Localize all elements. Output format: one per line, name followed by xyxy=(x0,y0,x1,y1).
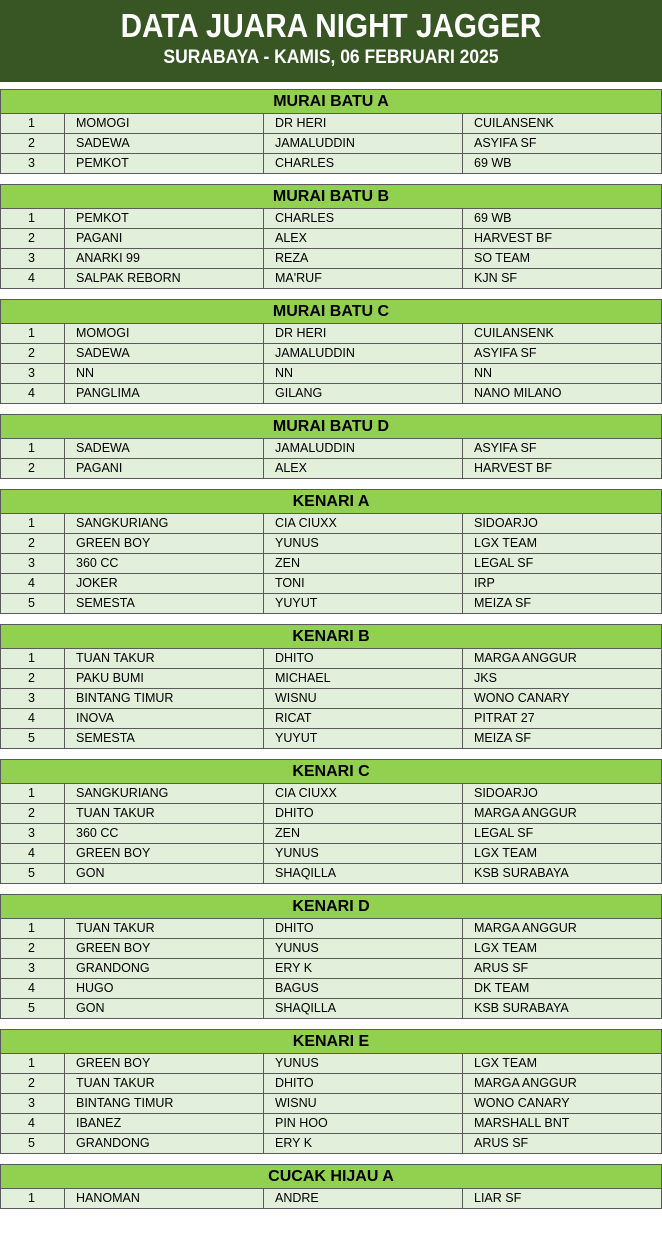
bird-name-cell: SADEWA xyxy=(65,439,264,458)
team-cell: SIDOARJO xyxy=(474,516,538,530)
table-row xyxy=(1,249,661,269)
team-cell: 69 WB xyxy=(474,156,512,170)
owner-cell: MICHAEL xyxy=(264,669,463,688)
rank-cell: 5 xyxy=(1,729,65,748)
rank-cell: 1 xyxy=(1,114,65,133)
team-cell: WONO CANARY xyxy=(474,691,570,705)
rank-cell: 3 xyxy=(1,154,65,173)
team-cell: LGX TEAM xyxy=(474,1056,537,1070)
section-title: KENARI C xyxy=(1,760,661,784)
table-row xyxy=(1,729,661,749)
table-row xyxy=(1,269,661,289)
table-row xyxy=(1,689,661,709)
rank-cell: 4 xyxy=(1,844,65,863)
table-row xyxy=(1,459,661,479)
rank-cell: 5 xyxy=(1,1134,65,1153)
bird-name-cell: GREEN BOY xyxy=(65,844,264,863)
team-cell: HARVEST BF xyxy=(474,231,553,245)
owner-cell: JAMALUDDIN xyxy=(264,344,463,363)
table-row xyxy=(1,554,661,574)
bird-name-cell: 360 CC xyxy=(65,824,264,843)
table-row xyxy=(1,324,661,344)
table-row xyxy=(1,344,661,364)
rank-cell: 1 xyxy=(1,439,65,458)
team-cell: LGX TEAM xyxy=(474,846,537,860)
owner-cell: ALEX xyxy=(264,459,463,478)
team-cell: IRP xyxy=(474,576,495,590)
owner-cell: DHITO xyxy=(264,919,463,938)
bird-name-cell: SANGKURIANG xyxy=(65,514,264,533)
rank-cell: 3 xyxy=(1,824,65,843)
owner-cell: DHITO xyxy=(264,804,463,823)
result-section xyxy=(0,299,662,404)
table-row xyxy=(1,919,661,939)
team-cell: WONO CANARY xyxy=(474,1096,570,1110)
bird-name-cell: PAKU BUMI xyxy=(65,669,264,688)
bird-name-cell: HANOMAN xyxy=(65,1189,264,1208)
table-row xyxy=(1,1074,661,1094)
rank-cell: 2 xyxy=(1,534,65,553)
team-cell: HARVEST BF xyxy=(474,461,553,475)
table-row xyxy=(1,999,661,1019)
rank-cell: 2 xyxy=(1,669,65,688)
team-cell: NANO MILANO xyxy=(474,386,562,400)
results-sections xyxy=(0,89,662,1219)
bird-name-cell: GREEN BOY xyxy=(65,534,264,553)
bird-name-cell: TUAN TAKUR xyxy=(65,1074,264,1093)
section-title: MURAI BATU C xyxy=(1,300,661,324)
owner-cell: CIA CIUXX xyxy=(264,784,463,803)
bird-name-cell: PAGANI xyxy=(65,229,264,248)
owner-cell: PIN HOO xyxy=(264,1114,463,1133)
rank-cell: 1 xyxy=(1,209,65,228)
bird-name-cell: JOKER xyxy=(65,574,264,593)
bird-name-cell: PANGLIMA xyxy=(65,384,264,403)
owner-cell: ERY K xyxy=(264,959,463,978)
owner-cell: DHITO xyxy=(264,1074,463,1093)
rank-cell: 4 xyxy=(1,384,65,403)
owner-cell: NN xyxy=(264,364,463,383)
result-section xyxy=(0,624,662,749)
table-row xyxy=(1,229,661,249)
result-section xyxy=(0,414,662,479)
team-cell: CUILANSENK xyxy=(474,326,554,340)
team-cell: ARUS SF xyxy=(474,961,529,975)
team-cell: MARGA ANGGUR xyxy=(474,1076,577,1090)
rank-cell: 5 xyxy=(1,594,65,613)
owner-cell: BAGUS xyxy=(264,979,463,998)
bird-name-cell: PAGANI xyxy=(65,459,264,478)
bird-name-cell: TUAN TAKUR xyxy=(65,804,264,823)
owner-cell: JAMALUDDIN xyxy=(264,134,463,153)
rank-cell: 1 xyxy=(1,784,65,803)
table-row xyxy=(1,134,661,154)
bird-name-cell: IBANEZ xyxy=(65,1114,264,1133)
team-cell: DK TEAM xyxy=(474,981,530,995)
rank-cell: 4 xyxy=(1,574,65,593)
owner-cell: YUNUS xyxy=(264,534,463,553)
rank-cell: 4 xyxy=(1,709,65,728)
team-cell: PITRAT 27 xyxy=(474,711,535,725)
bird-name-cell: MOMOGI xyxy=(65,114,264,133)
rank-cell: 3 xyxy=(1,1094,65,1113)
owner-cell: YUNUS xyxy=(264,939,463,958)
section-title: KENARI D xyxy=(1,895,661,919)
section-title: MURAI BATU A xyxy=(1,90,661,114)
owner-cell: REZA xyxy=(264,249,463,268)
owner-cell: ERY K xyxy=(264,1134,463,1153)
table-row xyxy=(1,669,661,689)
owner-cell: WISNU xyxy=(264,689,463,708)
bird-name-cell: GRANDONG xyxy=(65,1134,264,1153)
table-row xyxy=(1,784,661,804)
owner-cell: YUYUT xyxy=(264,594,463,613)
table-row xyxy=(1,209,661,229)
team-cell: KSB SURABAYA xyxy=(474,866,569,880)
bird-name-cell: NN xyxy=(65,364,264,383)
result-section xyxy=(0,489,662,614)
team-cell: ARUS SF xyxy=(474,1136,529,1150)
team-cell: CUILANSENK xyxy=(474,116,554,130)
result-section xyxy=(0,89,662,174)
table-row xyxy=(1,1114,661,1134)
rank-cell: 1 xyxy=(1,1054,65,1073)
rank-cell: 3 xyxy=(1,249,65,268)
bird-name-cell: GON xyxy=(65,999,264,1018)
team-cell: MEIZA SF xyxy=(474,731,531,745)
owner-cell: RICAT xyxy=(264,709,463,728)
owner-cell: ALEX xyxy=(264,229,463,248)
table-row xyxy=(1,364,661,384)
owner-cell: ANDRE xyxy=(264,1189,463,1208)
section-title: KENARI A xyxy=(1,490,661,514)
team-cell: KJN SF xyxy=(474,271,518,285)
bird-name-cell: SADEWA xyxy=(65,134,264,153)
table-row xyxy=(1,384,661,404)
team-cell: ASYIFA SF xyxy=(474,346,537,360)
owner-cell: TONI xyxy=(264,574,463,593)
owner-cell: SHAQILLA xyxy=(264,864,463,883)
team-cell: SO TEAM xyxy=(474,251,531,265)
team-cell: LGX TEAM xyxy=(474,536,537,550)
rank-cell: 3 xyxy=(1,959,65,978)
table-row xyxy=(1,439,661,459)
bird-name-cell: TUAN TAKUR xyxy=(65,649,264,668)
rank-cell: 1 xyxy=(1,514,65,533)
bird-name-cell: SEMESTA xyxy=(65,594,264,613)
team-cell: LEGAL SF xyxy=(474,556,534,570)
bird-name-cell: GRANDONG xyxy=(65,959,264,978)
rank-cell: 5 xyxy=(1,999,65,1018)
team-cell: ASYIFA SF xyxy=(474,136,537,150)
team-cell: MARGA ANGGUR xyxy=(474,806,577,820)
owner-cell: YUNUS xyxy=(264,1054,463,1073)
rank-cell: 1 xyxy=(1,919,65,938)
section-title: KENARI B xyxy=(1,625,661,649)
owner-cell: DR HERI xyxy=(264,114,463,133)
rank-cell: 1 xyxy=(1,1189,65,1208)
team-cell: KSB SURABAYA xyxy=(474,1001,569,1015)
table-row xyxy=(1,114,661,134)
rank-cell: 2 xyxy=(1,229,65,248)
team-cell: SIDOARJO xyxy=(474,786,538,800)
bird-name-cell: ANARKI 99 xyxy=(65,249,264,268)
rank-cell: 4 xyxy=(1,979,65,998)
bird-name-cell: MOMOGI xyxy=(65,324,264,343)
table-row xyxy=(1,804,661,824)
rank-cell: 3 xyxy=(1,554,65,573)
bird-name-cell: SANGKURIANG xyxy=(65,784,264,803)
team-cell: MARSHALL BNT xyxy=(474,1116,570,1130)
bird-name-cell: PEMKOT xyxy=(65,154,264,173)
owner-cell: JAMALUDDIN xyxy=(264,439,463,458)
table-row xyxy=(1,1134,661,1154)
rank-cell: 4 xyxy=(1,269,65,288)
bird-name-cell: TUAN TAKUR xyxy=(65,919,264,938)
section-title: CUCAK HIJAU A xyxy=(1,1165,661,1189)
owner-cell: YUNUS xyxy=(264,844,463,863)
owner-cell: DHITO xyxy=(264,649,463,668)
owner-cell: ZEN xyxy=(264,824,463,843)
page-header xyxy=(0,0,662,82)
result-section xyxy=(0,759,662,884)
team-cell: LIAR SF xyxy=(474,1191,522,1205)
bird-name-cell: 360 CC xyxy=(65,554,264,573)
rank-cell: 3 xyxy=(1,689,65,708)
rank-cell: 5 xyxy=(1,864,65,883)
table-row xyxy=(1,574,661,594)
bird-name-cell: GREEN BOY xyxy=(65,1054,264,1073)
page-title: DATA JUARA NIGHT JAGGER xyxy=(120,7,542,44)
owner-cell: CHARLES xyxy=(264,154,463,173)
team-cell: 69 WB xyxy=(474,211,512,225)
rank-cell: 2 xyxy=(1,134,65,153)
bird-name-cell: SADEWA xyxy=(65,344,264,363)
result-section xyxy=(0,184,662,289)
table-row xyxy=(1,709,661,729)
rank-cell: 2 xyxy=(1,1074,65,1093)
table-row xyxy=(1,1094,661,1114)
table-row xyxy=(1,1189,661,1209)
rank-cell: 4 xyxy=(1,1114,65,1133)
owner-cell: WISNU xyxy=(264,1094,463,1113)
section-title: MURAI BATU B xyxy=(1,185,661,209)
bird-name-cell: HUGO xyxy=(65,979,264,998)
owner-cell: DR HERI xyxy=(264,324,463,343)
table-row xyxy=(1,939,661,959)
team-cell: LEGAL SF xyxy=(474,826,534,840)
table-row xyxy=(1,824,661,844)
rank-cell: 3 xyxy=(1,364,65,383)
section-title: MURAI BATU D xyxy=(1,415,661,439)
owner-cell: ZEN xyxy=(264,554,463,573)
table-row xyxy=(1,844,661,864)
table-row xyxy=(1,534,661,554)
owner-cell: SHAQILLA xyxy=(264,999,463,1018)
section-title: KENARI E xyxy=(1,1030,661,1054)
team-cell: MARGA ANGGUR xyxy=(474,651,577,665)
table-row xyxy=(1,864,661,884)
rank-cell: 1 xyxy=(1,324,65,343)
team-cell: JKS xyxy=(474,671,497,685)
rank-cell: 2 xyxy=(1,344,65,363)
result-section xyxy=(0,894,662,1019)
rank-cell: 2 xyxy=(1,804,65,823)
bird-name-cell: GON xyxy=(65,864,264,883)
result-section xyxy=(0,1029,662,1154)
owner-cell: CHARLES xyxy=(264,209,463,228)
bird-name-cell: GREEN BOY xyxy=(65,939,264,958)
bird-name-cell: SEMESTA xyxy=(65,729,264,748)
table-row xyxy=(1,1054,661,1074)
table-row xyxy=(1,594,661,614)
table-row xyxy=(1,154,661,174)
table-row xyxy=(1,649,661,669)
page-subtitle: SURABAYA - KAMIS, 06 FEBRUARI 2025 xyxy=(163,47,499,68)
rank-cell: 1 xyxy=(1,649,65,668)
team-cell: MARGA ANGGUR xyxy=(474,921,577,935)
rank-cell: 2 xyxy=(1,939,65,958)
table-row xyxy=(1,514,661,534)
owner-cell: MA'RUF xyxy=(264,269,463,288)
bird-name-cell: BINTANG TIMUR xyxy=(65,689,264,708)
bird-name-cell: INOVA xyxy=(65,709,264,728)
team-cell: MEIZA SF xyxy=(474,596,531,610)
bird-name-cell: SALPAK REBORN xyxy=(65,269,264,288)
table-row xyxy=(1,959,661,979)
table-row xyxy=(1,979,661,999)
owner-cell: GILANG xyxy=(264,384,463,403)
bird-name-cell: BINTANG TIMUR xyxy=(65,1094,264,1113)
rank-cell: 2 xyxy=(1,459,65,478)
team-cell: LGX TEAM xyxy=(474,941,537,955)
owner-cell: YUYUT xyxy=(264,729,463,748)
team-cell: ASYIFA SF xyxy=(474,441,537,455)
bird-name-cell: PEMKOT xyxy=(65,209,264,228)
team-cell: NN xyxy=(474,366,493,380)
result-section xyxy=(0,1164,662,1209)
owner-cell: CIA CIUXX xyxy=(264,514,463,533)
